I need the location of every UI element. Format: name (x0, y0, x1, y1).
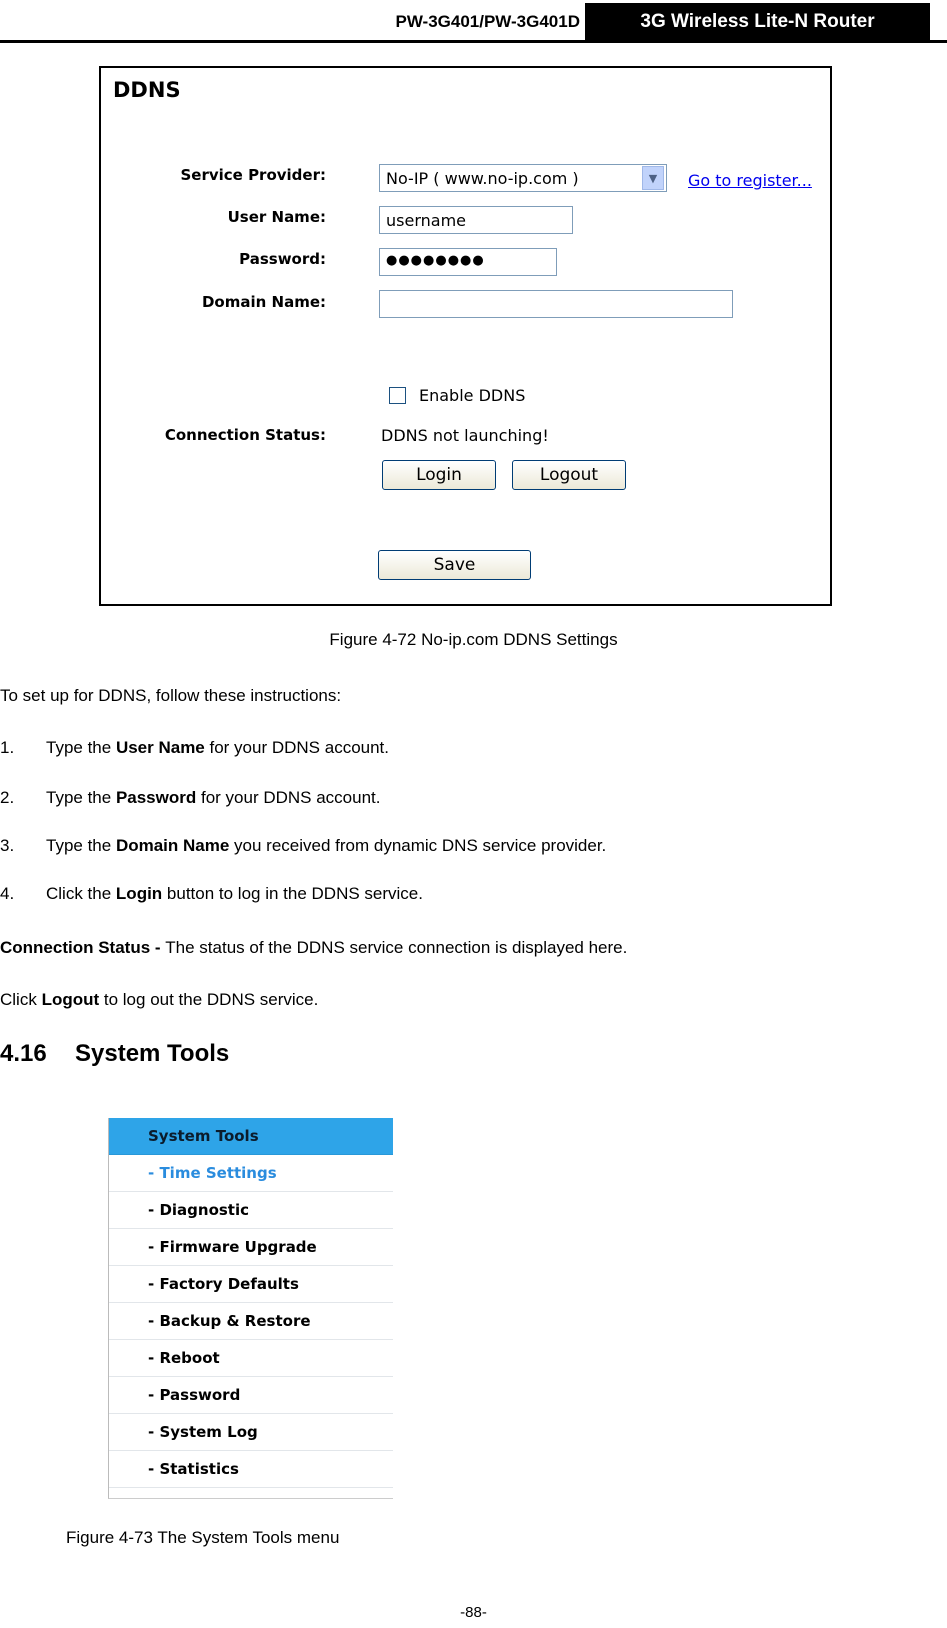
service-provider-value: No-IP ( www.no-ip.com ) (386, 168, 579, 188)
login-button[interactable]: Login (382, 460, 496, 490)
step-3-text: Type the Domain Name you received from dynamic DNS service provider. (46, 836, 607, 855)
chevron-down-icon[interactable]: ▼ (642, 166, 664, 190)
step-3-number: 3. (0, 836, 15, 855)
menu-item-time-settings[interactable]: - Time Settings (109, 1155, 393, 1192)
figure-73-caption: Figure 4-73 The System Tools menu (66, 1528, 340, 1547)
step-1-number: 1. (0, 738, 15, 757)
intro-paragraph: To set up for DDNS, follow these instructions: (0, 686, 342, 705)
menu-item-password[interactable]: - Password (109, 1377, 393, 1414)
menu-item-reboot[interactable]: - Reboot (109, 1340, 393, 1377)
menu-header-system-tools[interactable]: System Tools (109, 1118, 393, 1155)
menu-item-diagnostic[interactable]: - Diagnostic (109, 1192, 393, 1229)
menu-item-firmware-upgrade[interactable]: - Firmware Upgrade (109, 1229, 393, 1266)
step-4-text: Click the Login button to log in the DDNS service. (46, 884, 423, 903)
connection-status-label: Connection Status: (164, 426, 326, 444)
step-2-number: 2. (0, 788, 15, 807)
user-name-input[interactable]: username (379, 206, 573, 234)
service-provider-select[interactable] (379, 164, 667, 192)
connection-status-paragraph: Connection Status - The status of the DDNS service connection is displayed here. (0, 938, 628, 957)
enable-ddns-label: Enable DDNS (419, 386, 526, 405)
step-1-text: Type the User Name for your DDNS account. (46, 738, 390, 757)
enable-ddns-checkbox[interactable] (389, 387, 406, 404)
menu-item-statistics[interactable]: - Statistics (109, 1451, 393, 1488)
section-heading (0, 1040, 229, 1068)
domain-name-input[interactable] (379, 290, 733, 318)
figure-72-caption: Figure 4-72 No-ip.com DDNS Settings (329, 630, 618, 649)
section-number: 4.16 (0, 1040, 47, 1067)
ddns-settings-panel (99, 66, 832, 606)
step-2-text: Type the Password for your DDNS account. (46, 788, 381, 807)
logout-button[interactable]: Logout (512, 460, 626, 490)
domain-name-label: Domain Name: (201, 293, 326, 311)
page-number: -88- (460, 1604, 487, 1621)
section-title: System Tools (75, 1040, 230, 1067)
document-model-header: PW-3G401/PW-3G401D (395, 12, 580, 31)
ddns-title: DDNS (113, 78, 181, 102)
connection-status-value: DDNS not launching! (381, 426, 549, 445)
document-product-header: 3G Wireless Lite-N Router (585, 3, 930, 41)
save-button[interactable]: Save (378, 550, 531, 580)
menu-item-backup-restore[interactable]: - Backup & Restore (109, 1303, 393, 1340)
logout-paragraph: Click Logout to log out the DDNS service. (0, 990, 319, 1009)
step-4-number: 4. (0, 884, 15, 903)
service-provider-label: Service Provider: (180, 166, 326, 184)
register-link[interactable]: Go to register... (688, 171, 812, 190)
system-tools-menu (108, 1118, 393, 1499)
header-divider (0, 40, 947, 43)
menu-item-system-log[interactable]: - System Log (109, 1414, 393, 1451)
user-name-label: User Name: (227, 208, 326, 226)
menu-item-factory-defaults[interactable]: - Factory Defaults (109, 1266, 393, 1303)
password-input[interactable]: ●●●●●●●● (379, 248, 557, 276)
password-label: Password: (239, 250, 326, 268)
